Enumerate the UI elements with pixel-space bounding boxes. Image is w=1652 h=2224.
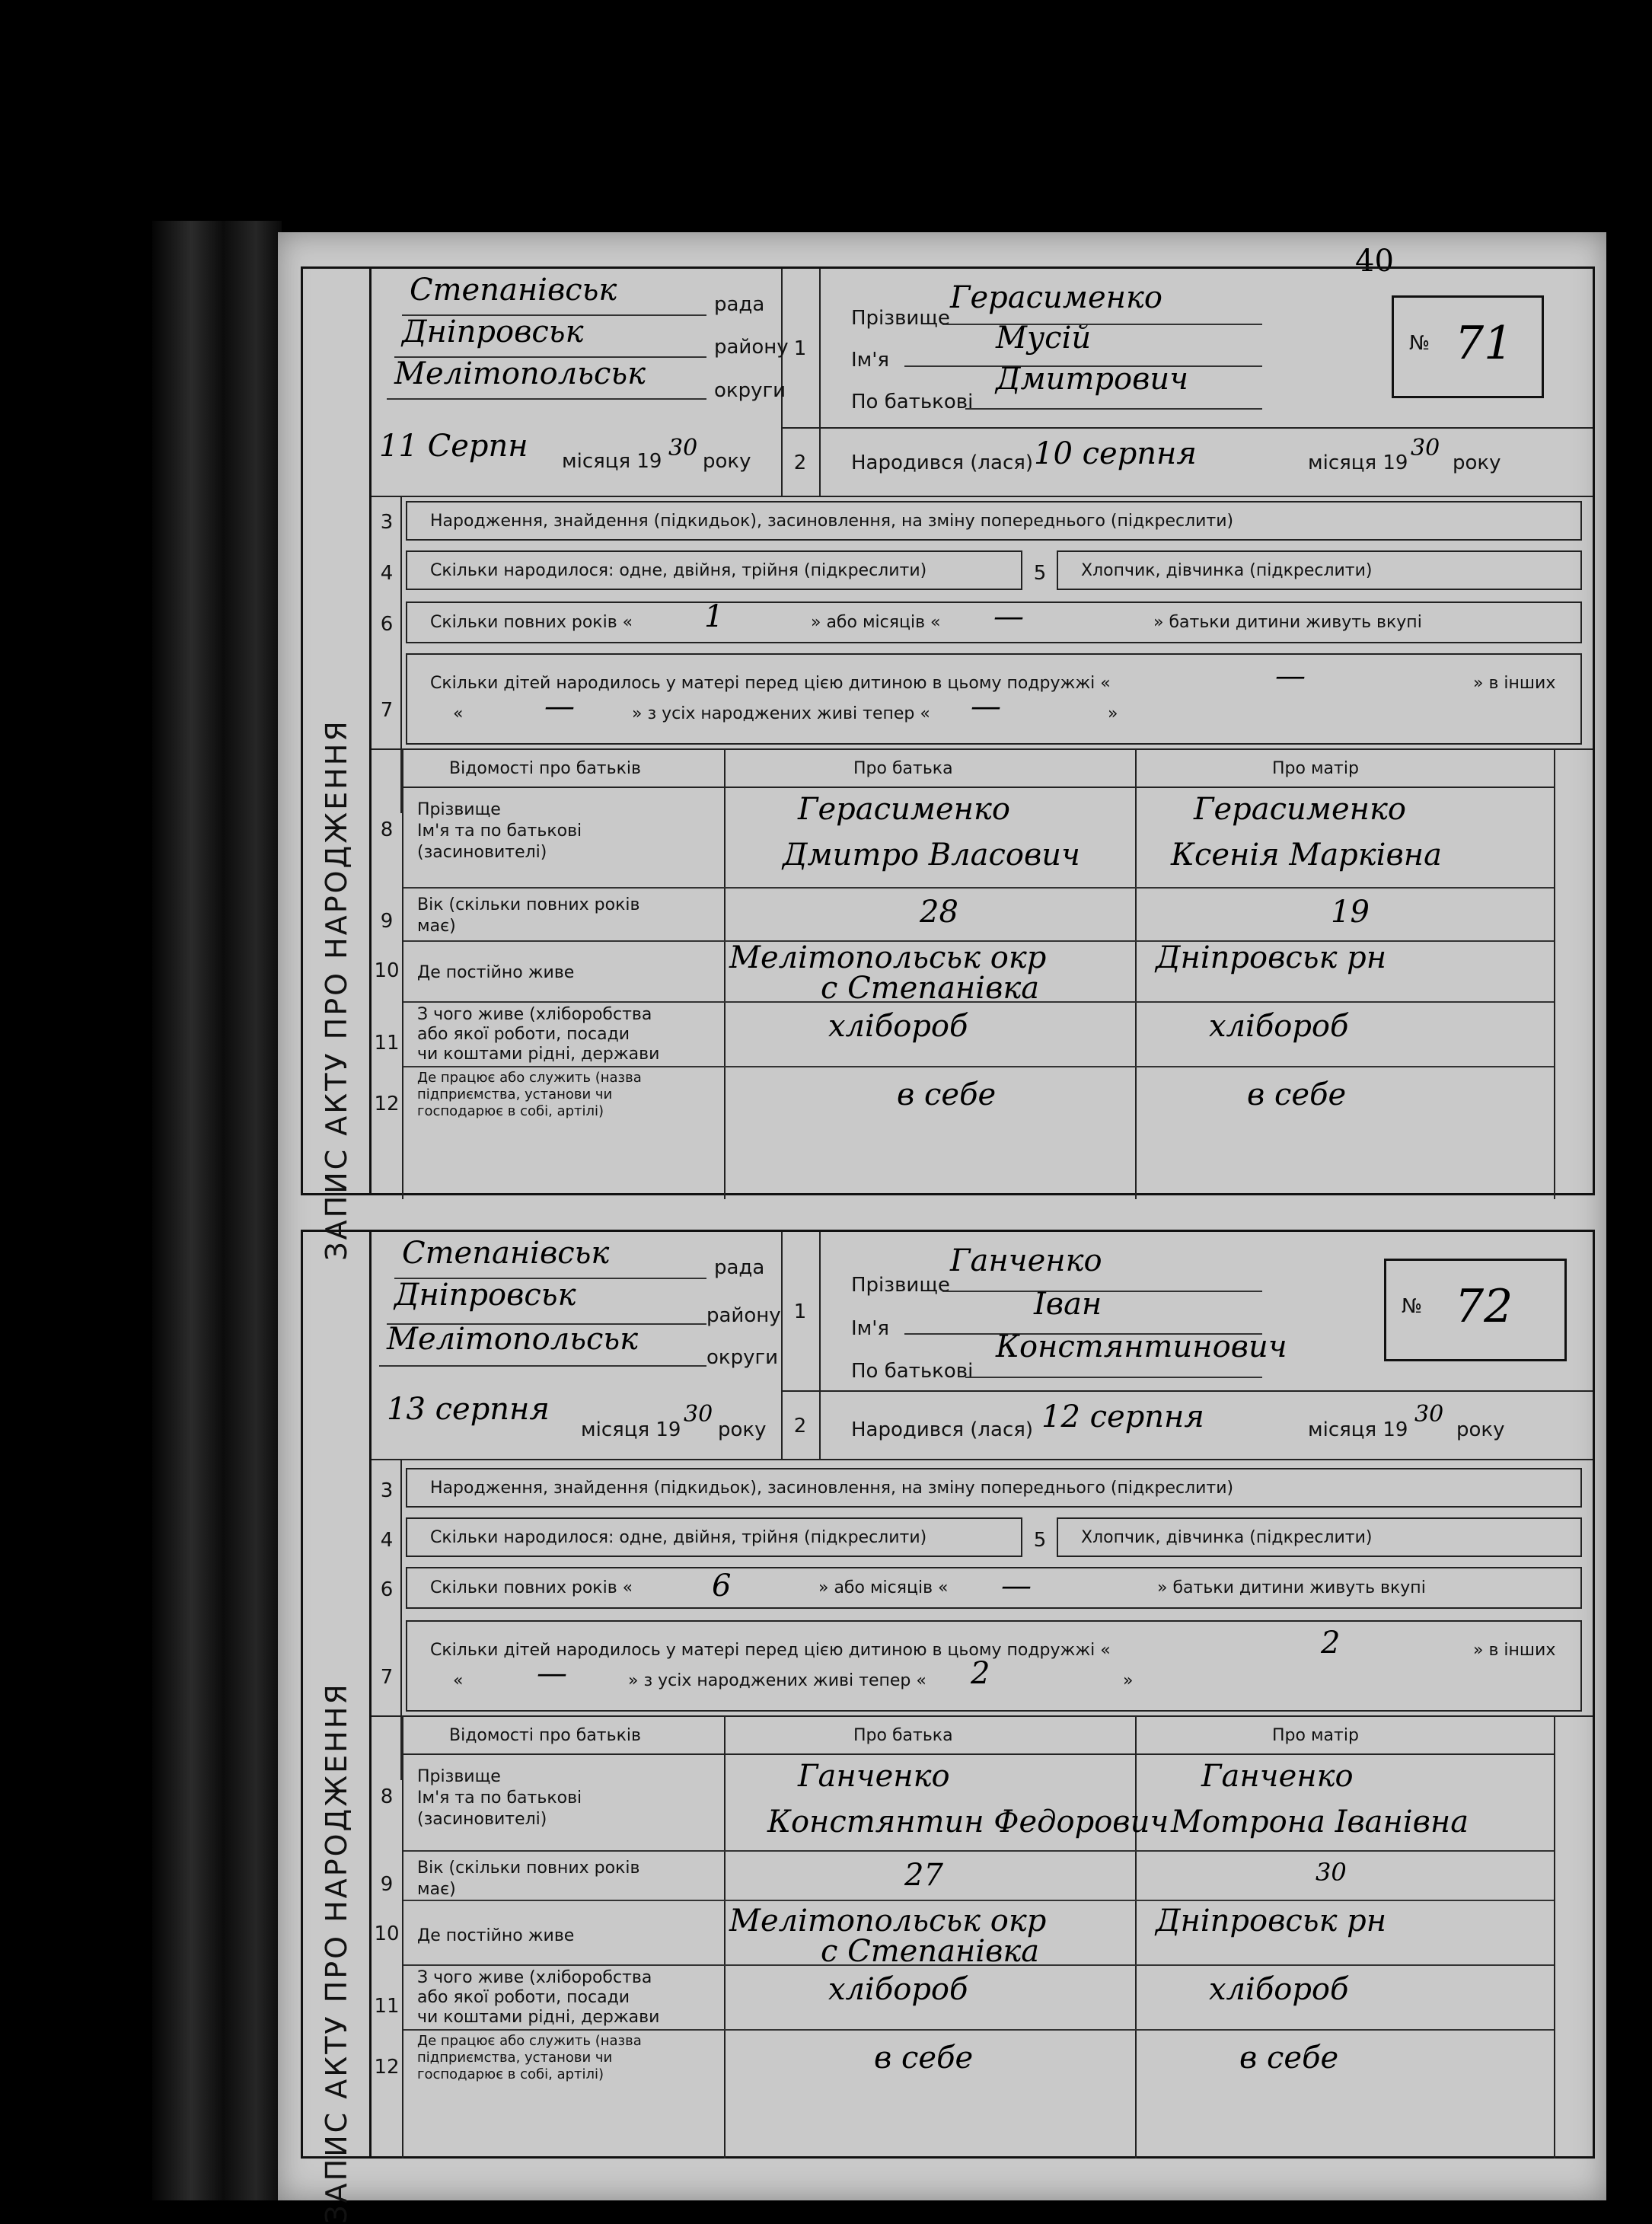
record-number-box: № 72 (1384, 1259, 1567, 1361)
row-multiplicity: Скільки народилося: одне, двійня, трійня (підкреслити) (406, 1517, 1022, 1557)
reg-year-value: 30 (684, 1401, 713, 1428)
reg-month-label: місяця 19 (562, 450, 662, 473)
rayon-value: Дніпровськ (394, 1278, 576, 1313)
row-previous-children: Скільки дітей народилось у матері перед цією дитиною в цьому подружжі « 2 » в інших « — » з усіх народжених живі тепер « 2 » (406, 1620, 1582, 1712)
birth-record-1: ЗАПИС АКТУ ПРО НАРОДЖЕННЯ Степанівськ рада Дніпровськ району Мелітопольськ округи 11 Серпн місяця 19 30 року 1 2 Прізвище Герасименко Ім'я Мусій По батькові Дмитрович № 71 Народився (лася) 10 серпня місяця 19 30 року 3 Народження, знайдення (підкидьок), засиновлення, на зміну попереднього (підкреслити) 4 Скільки народилося: одне, двійня, трійня (підкреслити) 5 Хлопчик, дівчинка (підкреслити) 6 Скільки повних років « 1 » або місяців « — » батьки дитини живуть вкупі 7 Скільки дітей народилось у матері перед цією дитиною в цьому подружжі « — » в інших « — » з усіх народжених живі тепер « — » Відомості про батьків Про батька Про матір 8 Прізвище Ім'я та по батькові (засиновителі) Герасименко Дмитро Власович Герасименко Ксенія Марківна 9 Вік (скільки повних років має) 28 19 10 Де постійно живе Мелітопольськ окр с Степанівка Дніпровськ рн 11 З чого живе (хліборобства або якої роботи, посади чи коштами рідні, держави хлібороб хлібороб 12 Де працює або служить (назва підприємства, установи чи господарює в собі, артілі) в себе в себе (301, 266, 1595, 1195)
registry-place-block: Степанівськ рада Дніпровськ району Мелітопольськ округи 13 серпня місяця 19 30 року (372, 1232, 783, 1460)
reg-date-value: 13 серпня (387, 1392, 550, 1427)
record-number-box: № 71 (1392, 295, 1544, 398)
record-number: 71 (1455, 317, 1513, 370)
child-patronymic: Констянтинович (996, 1329, 1287, 1364)
birth-year: 30 (1411, 435, 1440, 461)
reg-year-label: року (703, 450, 751, 473)
row-years-together: Скільки повних років « 1 » або місяців « — » батьки дитини живуть вкупі (406, 601, 1582, 643)
birth-date: 10 серпня (1034, 436, 1197, 471)
rayon-value: Дніпровськ (402, 314, 584, 349)
child-name: Іван (1034, 1287, 1102, 1322)
child-surname: Ганченко (950, 1243, 1102, 1278)
record-number: 72 (1455, 1280, 1513, 1333)
book-binding (152, 221, 282, 2200)
child-name-block: Прізвище Ганченко Ім'я Іван По батькові Констянтинович № 72 (821, 1232, 1593, 1392)
rayon-label: району (714, 336, 789, 359)
row-previous-children: Скільки дітей народилось у матері перед цією дитиною в цьому подружжі « — » в інших « — » з усіх народжених живі тепер « — » (406, 653, 1582, 745)
record-vertical-title: ЗАПИС АКТУ ПРО НАРОДЖЕННЯ (303, 1232, 372, 2156)
parents-table: Відомості про батьків Про батька Про матір 8 Прізвище Ім'я та по батькові (засиновителі) Герасименко Дмитро Власович Герасименко Ксенія Марківна 9 Вік (скільки повних років має) 28 19 10 Де постійно живе Мелітопольськ окр с Степанівка Дніпровськ рн 11 З чого живе (хліборобства або якої роботи, посади чи коштами рідні, держави хлібороб хлібороб 12 Де працює або служить (назва підприємства, установи чи господарює в собі, артілі) в себе в себе (372, 748, 1593, 1195)
birth-year: 30 (1414, 1401, 1444, 1428)
registry-place-block (372, 269, 789, 497)
record-vertical-title: ЗАПИС АКТУ ПРО НАРОДЖЕННЯ (303, 269, 372, 1193)
rada-label: рада (714, 293, 765, 316)
row-multiplicity: Скільки народилося: одне, двійня, трійня (підкреслити) (406, 550, 1022, 590)
rada-value: Степанівськ (402, 1236, 610, 1271)
child-surname: Герасименко (950, 280, 1162, 315)
okruga-value: Мелітопольськ (394, 356, 646, 391)
birth-date-block: Народився (лася) 12 серпня місяця 19 30 року (821, 1392, 1593, 1460)
child-name: Мусій (996, 321, 1092, 356)
child-name-block: Прізвище Герасименко Ім'я Мусій По батькові Дмитрович № 71 (821, 269, 1593, 429)
birth-date: 12 серпня (1041, 1399, 1204, 1434)
okruga-label: округи (714, 379, 786, 402)
child-patronymic: Дмитрович (996, 362, 1188, 397)
birth-record-2: ЗАПИС АКТУ ПРО НАРОДЖЕННЯ Степанівськ рада Дніпровськ району Мелітопольськ округи 13 серпня місяця 19 30 року 1 2 Прізвище Ганченко Ім'я Іван По батькові Констянтинович № 72 Народився (лася) 12 серпня місяця 19 30 року 3 Народження, знайдення (підкидьок), засиновлення, на зміну попереднього (підкреслити) 4 Скільки народилося: одне, двійня, трійня (підкреслити) 5 Хлопчик, дівчинка (підкреслити) 6 Скільки повних років « 6 » або місяців « — » батьки дитини живуть вкупі 7 Скільки дітей народилось у матері перед цією дитиною в цьому подружжі « 2 » в інших « — » з усіх народжених живі тепер « 2 » Відомості про батьків Про батька Про матір 8 Прізвище Ім'я та по батькові (засиновителі) Ганченко Констянтин Федорович Ганченко Мотрона Іванівна 9 Вік (скільки повних років має) 27 30 10 Де постійно живе Мелітопольськ окр с Степанівка Дніпровськ рн 11 З чого живе (хліборобства або якої роботи, посади чи коштами рідні, держави хлібороб хлібороб 12 Де працює або служить (назва підприємства, установи чи господарює в собі, артілі) в себе в себе (301, 1230, 1595, 2159)
rada-value: Степанівськ (410, 273, 617, 308)
birth-date-block: Народився (лася) 10 серпня місяця 19 30 року (821, 429, 1593, 497)
parents-table: Відомості про батьків Про батька Про матір 8 Прізвище Ім'я та по батькові (засиновителі) Ганченко Констянтин Федорович Ганченко Мотрона Іванівна 9 Вік (скільки повних років має) 27 30 10 Де постійно живе Мелітопольськ окр с Степанівка Дніпровськ рн 11 З чого живе (хліборобства або якої роботи, посади чи коштами рідні, держави хлібороб хлібороб 12 Де працює або служить (назва підприємства, установи чи господарює в собі, артілі) в себе в себе (372, 1715, 1593, 2159)
archive-number: 40 (1355, 244, 1394, 279)
row-years-together: Скільки повних років « 6 » або місяців « — » батьки дитини живуть вкупі (406, 1567, 1582, 1609)
row-event-type: Народження, знайдення (підкидьок), засиновлення, на зміну попереднього (підкреслити) (406, 1468, 1582, 1508)
row-sex: Хлопчик, дівчинка (підкреслити) (1057, 550, 1582, 590)
okruga-value: Мелітопольськ (387, 1322, 639, 1357)
reg-year-value: 30 (668, 435, 698, 461)
row-sex: Хлопчик, дівчинка (підкреслити) (1057, 1517, 1582, 1557)
reg-date-value: 11 Серпн (379, 429, 528, 464)
row-event-type: Народження, знайдення (підкидьок), засиновлення, на зміну попереднього (підкреслити) (406, 501, 1582, 541)
